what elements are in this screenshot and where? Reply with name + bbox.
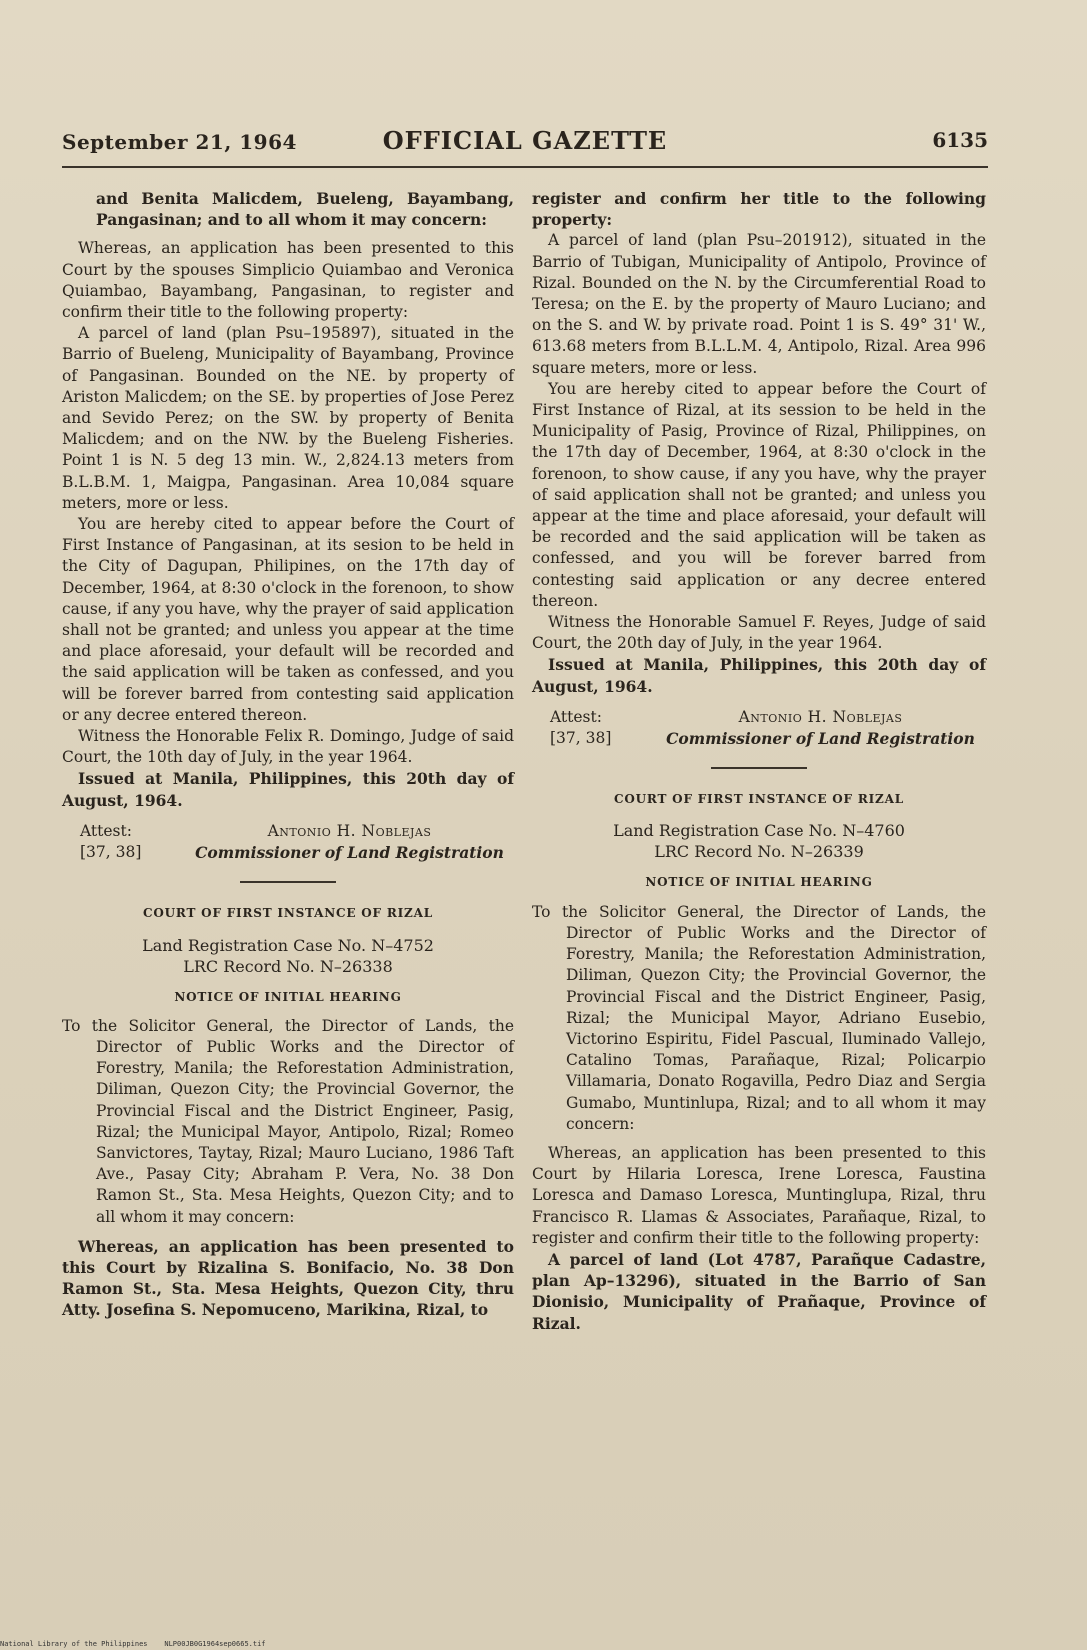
paragraph-parcel: A parcel of land (plan Psu–195897), situated in the Barrio of Bueleng, Municipality of Bayambang, Province of Pangasinan. Bounded on the NE. by property of Ariston Malicdem; on the SE. by properties of Jose Perez and Sevido Perez; on the SW. by property of Benita Malicdem; and on the NW. by the Bueleng Fisheries. Point 1 is N. 5 deg 13 min. W., 2,824.13 meters from B.L.B.M. 1, Maigpa, Pangasinan. Area 10,084 square meters, more or less. (62, 324, 514, 512)
page-number: 6135 (932, 128, 988, 152)
commissioner-title: Commissioner of Land Registration (666, 729, 975, 749)
paragraph-whereas: Whereas, an application has been presented to this Court by the spouses Simplicio Quiambao and Veronica Quiambao, Bayambang, Pangasinan, to register and confirm their title to the following property: (62, 239, 514, 322)
addressees: To the Solicitor General, the Director of Lands, the Director of Public Works and the Director of Forestry, Manila; the Reforestation Administration, Diliman, Quezon City; the Provincial Governor, the Provincial Fiscal and the District Engineer, Pasig, Rizal; the Municipal Mayor, Antipolo, Rizal; Romeo Sanvictores, Taytay, Rizal; Mauro Luciano, 1986 Taft Ave., Pasay City; Abraham P. Vera, No. 38 Don Ramon St., Sta. Mesa Heights, Quezon City; and to all whom it may concern: (62, 1016, 514, 1226)
attestation-right (532, 707, 986, 749)
section-divider (711, 767, 807, 769)
paragraph-parcel-right: A parcel of land (plan Psu–201912), situated in the Barrio of Tubigan, Municipality of Antipolo, Province of Rizal. Bounded on the N. by the Circumferential Road to Teresa; on the E. by the property of Mauro Luciano; and on the S. and W. by private road. Point 1 is S. 49° 31' W., 613.68 meters from B.L.L.M. 4, Antipolo, Rizal. Area 996 square meters, more or less. (532, 231, 986, 377)
paragraph-whereas-2: Whereas, an application has been presented to this Court by Rizalina S. Bonifacio, No. 38 Don Ramon St., Sta. Mesa Heights, Quezon City, thru Atty. Josefina S. Nepomuceno, Marikina, Rizal, to (62, 1236, 514, 1320)
attestation (62, 821, 514, 863)
paragraph-parcel-right-2: A parcel of land (Lot 4787, Parañque Cadastre, plan Ap–13296), situated in the Barrio of San Dionisio, Municipality of Prañaque, Province of Rizal. (532, 1249, 986, 1333)
issue-date: September 21, 1964 (62, 130, 297, 154)
scan-footer (0, 1640, 266, 1648)
footer-source: National Library of the Philippines (0, 1640, 148, 1648)
paragraph-whereas-right: Whereas, an application has been presented to this Court by Hilaria Loresca, Irene Loresca, Faustina Loresca and Damaso Loresca, Muntinglupa, Rizal, thru Francisco R. Llamas & Associates, Parañaque, Rizal, to register and confirm their title to the following property: (532, 1143, 986, 1247)
case-number: Land Registration Case No. N–4752 (142, 935, 434, 955)
record-number: LRC Record No. N–26338 (183, 956, 393, 976)
page-header (62, 126, 988, 166)
right-column (532, 188, 986, 1334)
case-number: Land Registration Case No. N–4760 (613, 821, 905, 841)
paragraph-witness: Witness the Honorable Felix R. Domingo, Judge of said Court, the 10th day of July, in the year 1964. (62, 727, 514, 767)
publication-title: OFFICIAL GAZETTE (382, 126, 668, 155)
commissioner-name: Antonio H. Noblejas (738, 707, 903, 726)
addressees: To the Solicitor General, the Director of Lands, the Director of Public Works and the Director of Forestry, Manila; the Reforestation Administration, Diliman, Quezon City; the Provincial Governor, the Provincial Fiscal and the District Engineer, Pasig, Rizal; the Municipal Mayor, Adriano Eusebio, Victorino Espiritu, Fidel Pascual, Iluminado Vallejo, Catalino Tomas, Parañaque, Rizal; Policarpio Villamaria, Donato Rogavilla, Pedro Diaz and Sergia Gumabo, Muntinlupa, Rizal; and to all whom it may concern: (532, 902, 986, 1133)
attest-label: Attest: (550, 707, 602, 726)
attest-reference: [37, 38] (550, 729, 612, 748)
paragraph-issued-right: Issued at Manila, Philippines, this 20th day of August, 1964. (532, 655, 986, 696)
notice-heading: NOTICE OF INITIAL HEARING (645, 875, 873, 890)
record-number: LRC Record No. N–26339 (654, 842, 864, 862)
commissioner-name: Antonio H. Noblejas (267, 821, 432, 840)
notice-continuation-right: register and confirm her title to the following property: (532, 189, 986, 230)
header-rule (62, 166, 988, 168)
paragraph-citation: You are hereby cited to appear before the Court of First Instance of Pangasinan, at its sesion to be held in the City of Dagupan, Philipines, on the 17th day of December, 1964, at 8:30 o'clock in the forenoon, to show cause, if any you have, why the prayer of said application shall not be granted; and unless you appear at the time and place aforesaid, your default will be recorded and the said application will be taken as confessed, and you will be forever barred from contesting said application or any decree entered thereon. (62, 515, 514, 724)
section-divider (240, 881, 336, 883)
notice-heading: NOTICE OF INITIAL HEARING (174, 989, 402, 1004)
attest-reference: [37, 38] (80, 843, 142, 862)
attest-label: Attest: (80, 821, 132, 840)
paragraph-witness-right: Witness the Honorable Samuel F. Reyes, Judge of said Court, the 20th day of July, in the year 1964. (532, 613, 986, 653)
paragraph-issued: Issued at Manila, Philippines, this 20th day of August, 1964. (62, 769, 514, 810)
court-heading: COURT OF FIRST INSTANCE OF RIZAL (614, 792, 904, 807)
court-heading: COURT OF FIRST INSTANCE OF RIZAL (143, 906, 433, 921)
footer-file: NLP00JB0G1964sep0665.tif (164, 1640, 266, 1648)
notice-continuation: and Benita Malicdem, Bueleng, Bayambang, Pangasinan; and to all whom it may concern: (96, 189, 514, 230)
paragraph-citation-right: You are hereby cited to appear before the Court of First Instance of Rizal, at its session to be held in the Municipality of Pasig, Province of Rizal, Philippines, on the 17th day of December, 1964, at 8:30 o'clock in the forenoon, to show cause, if any you have, why the prayer of said application shall not be granted; and unless you appear at the time and place aforesaid, your default will be recorded and the said application will be taken as confessed, and you will be forever barred from contesting said application or any decree entered thereon. (532, 379, 986, 610)
left-column (62, 188, 514, 1321)
commissioner-title: Commissioner of Land Registration (195, 843, 504, 863)
